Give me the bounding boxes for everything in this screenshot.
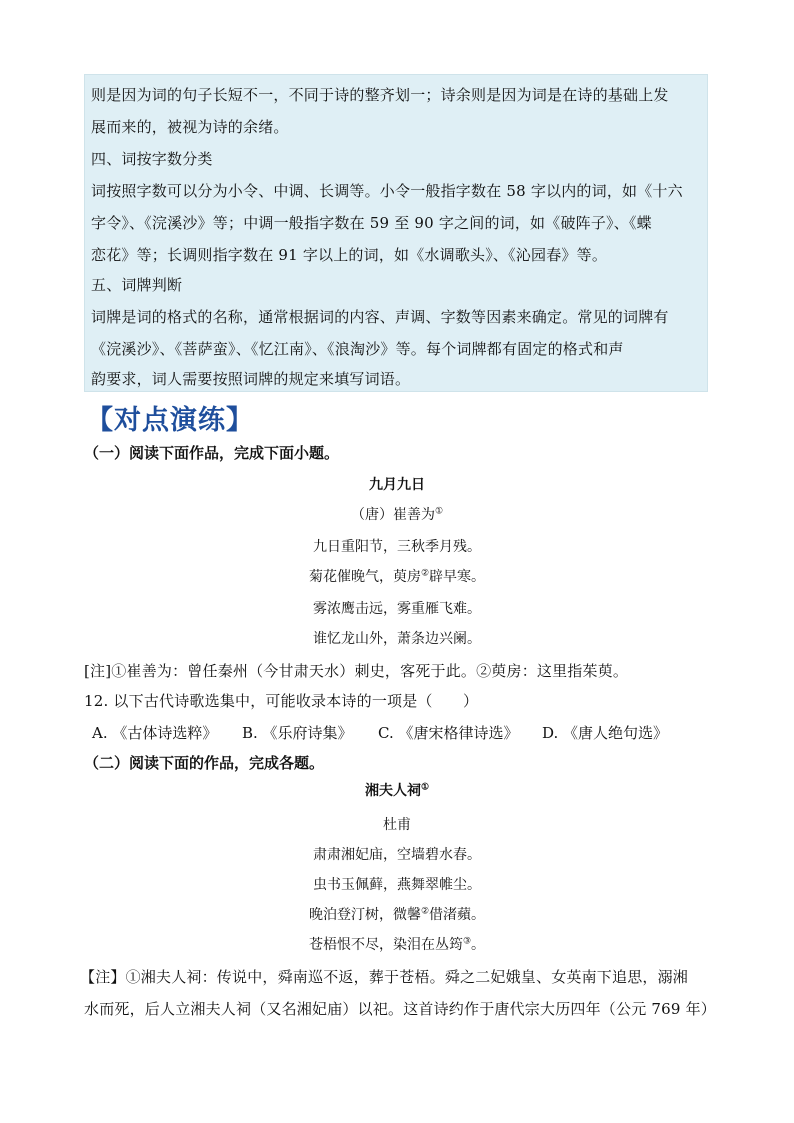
poem2-line: 虫书玉佩藓，燕舞翠帷尘。	[313, 877, 481, 893]
poem2-author: 杜甫	[383, 817, 411, 833]
box-line: 展而来的，被视为诗的余绪。	[91, 118, 289, 136]
section1-instruction: （一）阅读下面作品，完成下面小题。	[84, 444, 340, 462]
poem2-note: 【注】①湘夫人祠：传说中，舜南巡不返，葬于苍梧。舜之二妃娥皇、女英南下追思，溺湘	[80, 968, 689, 986]
option-d: D. 《唐人绝句选》	[542, 724, 669, 742]
section2-instruction: （二）阅读下面的作品，完成各题。	[84, 754, 325, 772]
poem1-line: 谁忆龙山外，萧条边兴阑。	[313, 631, 481, 647]
option-b: B. 《乐府诗集》	[242, 724, 353, 742]
poem1-note: [注]①崔善为：曾任秦州（今甘肃天水）刺史，客死于此。②萸房：这里指茱萸。	[84, 662, 629, 680]
poem1-title: 九月九日	[369, 477, 425, 493]
poem1-line: 雾浓鹰击远，雾重雁飞难。	[313, 601, 481, 617]
box-subheading: 五、词牌判断	[91, 276, 183, 294]
option-c: C. 《唐宋格律诗选》	[378, 724, 519, 742]
poem2-note: 水而死，后人立湘夫人祠（又名湘妃庙）以祀。这首诗约作于唐代宗大历四年（公元 769 年）	[84, 1000, 716, 1018]
box-line: 词牌是词的格式的名称，通常根据词的内容、声调、字数等因素来确定。常见的词牌有	[91, 308, 669, 326]
poem2-title: 湘夫人祠①	[364, 782, 430, 799]
box-subheading: 四、词按字数分类	[91, 150, 213, 168]
option-a: A. 《古体诗选粹》	[92, 724, 218, 742]
poem2-line: 苍梧恨不尽，染泪在丛筠③。	[308, 936, 486, 953]
box-line: 韵要求，词人需要按照词牌的规定来填写词语。	[91, 370, 411, 388]
knowledge-box	[84, 74, 708, 392]
poem2-line: 肃肃湘妃庙，空墙碧水春。	[313, 847, 481, 863]
box-line: 字令》、《浣溪沙》等；中调一般指字数在 59 至 90 字之间的词，如《破阵子》、《蝶	[91, 214, 652, 232]
poem1-line: 菊花催晚气，萸房②辟早寒。	[308, 568, 486, 585]
box-line: 则是因为词的句子长短不一，不同于诗的整齐划一；诗余则是因为词是在诗的基础上发	[91, 86, 669, 104]
box-line: 恋花》等；长调则指字数在 91 字以上的词，如《水调歌头》、《沁园春》等。	[91, 246, 608, 264]
poem1-line: 九日重阳节，三秋季月残。	[313, 539, 481, 555]
box-line: 《浣溪沙》、《菩萨蛮》、《忆江南》、《浪淘沙》等。每个词牌都有固定的格式和声	[91, 340, 624, 358]
box-line: 词按照字数可以分为小令、中调、长调等。小令一般指字数在 58 字以内的词，如《十六	[91, 182, 683, 200]
poem2-line: 晚泊登汀树，微馨②借渚蘋。	[308, 906, 486, 923]
question-12: 12. 以下古代诗歌选集中，可能收录本诗的一项是（ ）	[84, 692, 479, 710]
poem1-author: （唐）崔善为①	[350, 506, 444, 523]
section-heading: 【对点演练】	[86, 405, 254, 436]
